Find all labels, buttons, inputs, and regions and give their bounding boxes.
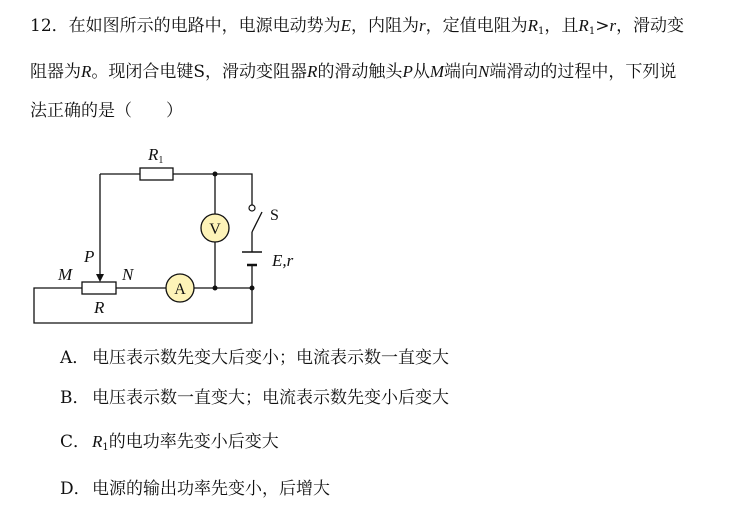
greater-than-sign: > xyxy=(595,16,610,36)
internal-resistance-symbol: r xyxy=(609,16,617,35)
resistor-r1 xyxy=(140,168,173,180)
switch-contact xyxy=(249,205,255,211)
label-r: R xyxy=(94,298,105,317)
end-m-symbol: M xyxy=(429,62,444,81)
end-n-symbol: N xyxy=(478,62,490,81)
option-text: 电源的输出功率先变小，后增大 xyxy=(92,479,330,499)
option-key: B． xyxy=(60,388,90,408)
junction-dot xyxy=(213,286,218,291)
option-key: C． xyxy=(60,432,91,452)
option-key: A． xyxy=(60,348,90,368)
question-text: 端滑动的过程中，下列说 xyxy=(489,62,677,82)
rheostat-symbol: R xyxy=(307,62,318,81)
question-text: ，定值电阻为 xyxy=(425,16,528,36)
question-text: ，且 xyxy=(544,16,579,36)
label-switch: S xyxy=(270,207,279,224)
slider-symbol: P xyxy=(402,62,413,81)
rheostat-r xyxy=(82,282,116,294)
label-n: N xyxy=(122,265,134,284)
label-ammeter: A xyxy=(174,281,186,298)
question-number: 12． xyxy=(30,16,69,36)
question-text: ，滑动变阻器 xyxy=(205,62,308,82)
slider-arrow-icon xyxy=(96,274,104,282)
r1-subscript: 1 xyxy=(588,26,596,37)
question-text: 的滑动触头 xyxy=(317,62,403,82)
question-text: 阻器为 xyxy=(30,62,81,82)
question-text: ，滑动变 xyxy=(616,16,685,36)
label-source: E,r xyxy=(272,251,294,270)
question-text: ，内阻为 xyxy=(351,16,420,36)
question-text: 。现闭合电键 xyxy=(91,62,194,82)
junction-dot xyxy=(250,286,255,291)
option-text: 电压表示数一直变大；电流表示数先变小后变大 xyxy=(92,388,449,408)
r1-symbol: R xyxy=(527,16,539,35)
emf-symbol: E xyxy=(340,16,352,35)
question-text: 从 xyxy=(412,62,430,82)
r1-symbol: R xyxy=(92,432,103,451)
question-line-3: 法正确的是（ ） xyxy=(30,101,183,121)
r1-subscript: 1 xyxy=(538,26,545,37)
wire-top xyxy=(100,174,252,205)
option-key: D． xyxy=(60,479,91,499)
r1-symbol: R xyxy=(578,16,589,35)
r1-subscript: 1 xyxy=(102,442,109,453)
option-text: 的电功率先变小后变大 xyxy=(108,432,279,452)
option-a[interactable] xyxy=(60,347,449,369)
question-text: 在如图所示的电路中，电源电动势为 xyxy=(68,16,341,36)
label-p: P xyxy=(84,247,95,266)
junction-dot xyxy=(213,172,218,177)
question-text: 端向 xyxy=(444,62,478,82)
label-r1: R1 xyxy=(148,145,164,166)
label-m: M xyxy=(58,265,73,284)
rheostat-symbol: R xyxy=(81,62,92,81)
option-text: 电压表示数先变大后变小；电流表示数一直变大 xyxy=(92,348,449,368)
internal-resistance-symbol: r xyxy=(419,16,426,35)
option-c[interactable] xyxy=(60,431,279,459)
switch-blade xyxy=(252,212,262,232)
option-d[interactable] xyxy=(60,478,330,500)
option-b[interactable] xyxy=(60,387,449,409)
switch-symbol: S xyxy=(193,62,206,82)
label-voltmeter: V xyxy=(209,221,221,238)
